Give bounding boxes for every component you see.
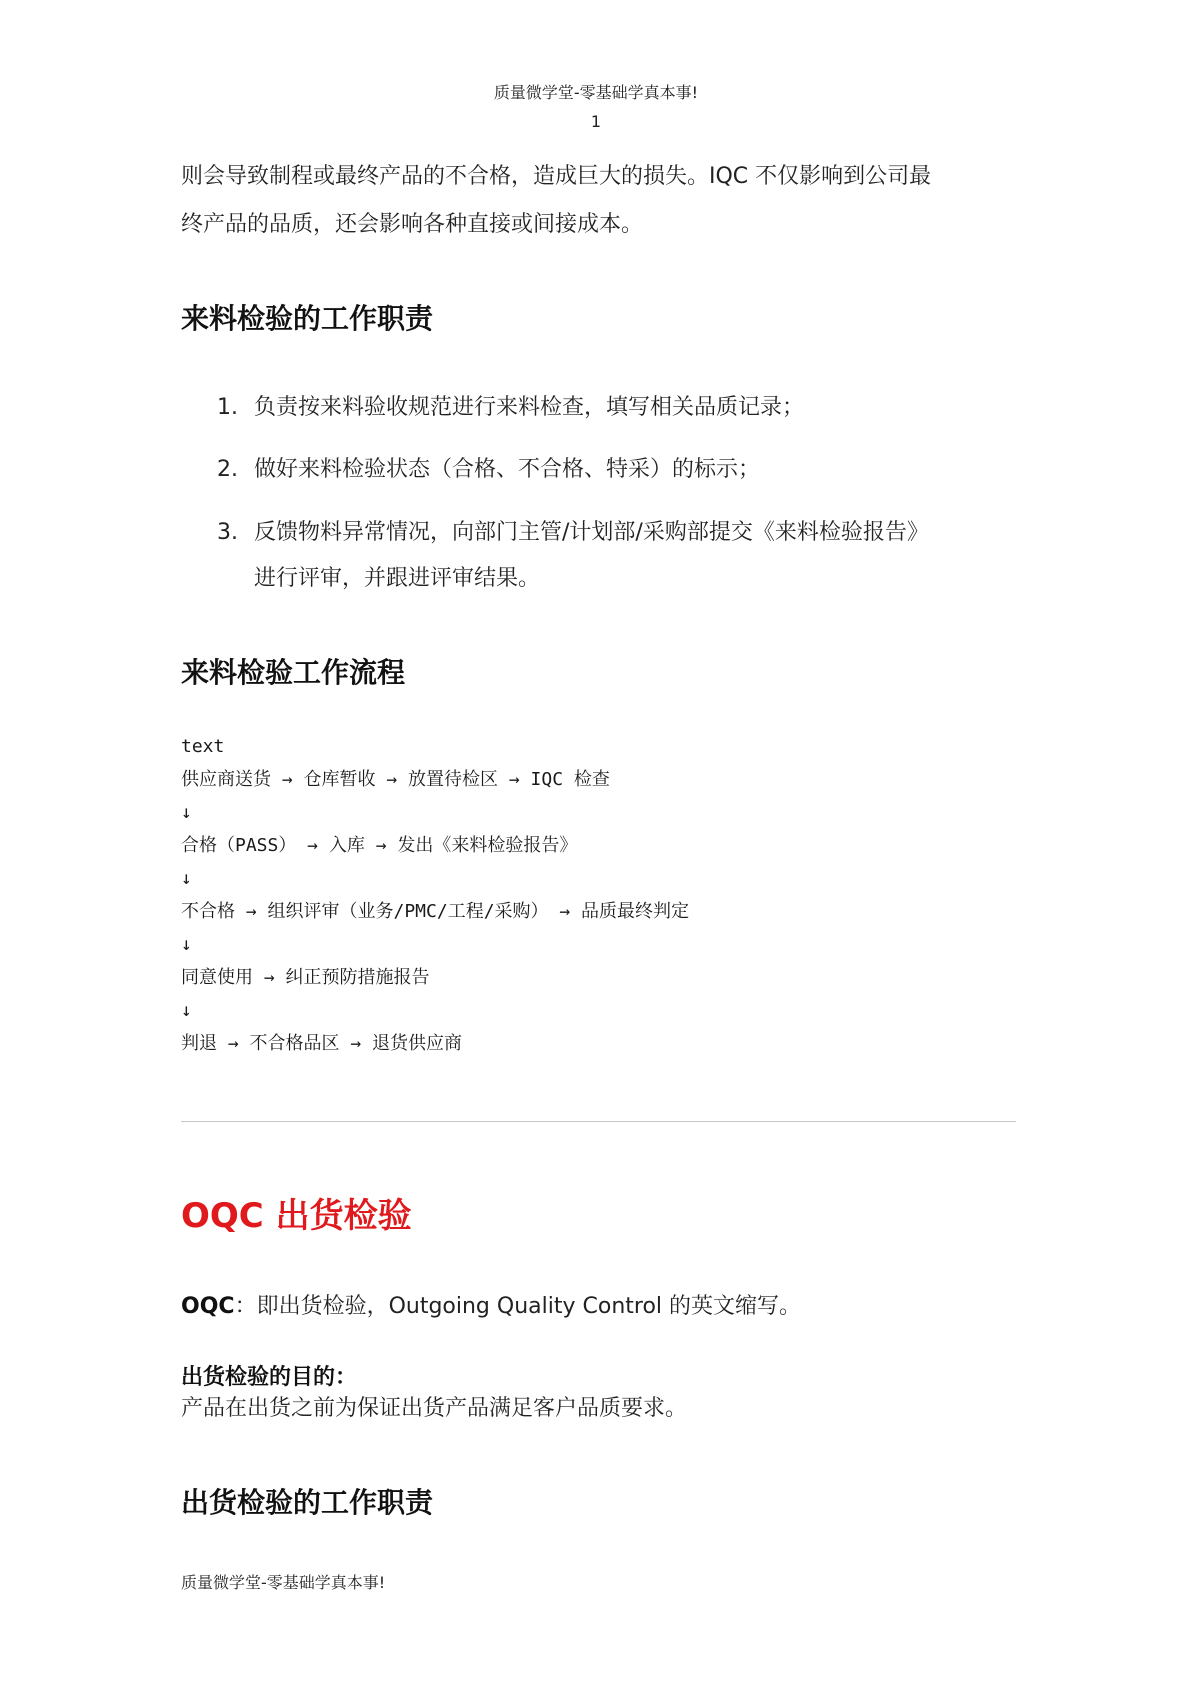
intro-line-1: 则会导致制程或最终产品的不合格，造成巨大的损失。IQC 不仅影响到公司最 xyxy=(181,164,932,189)
list-item-number: 2. xyxy=(217,457,238,482)
code-line: 供应商送货 → 仓库暂收 → 放置待检区 → IQC 检查 xyxy=(181,769,610,790)
oqc-purpose-label: 出货检验的目的： xyxy=(181,1365,358,1390)
list-item-text: 做好来料检验状态（合格、不合格、特采）的标示； xyxy=(254,457,761,482)
oqc-definition xyxy=(181,1294,801,1320)
code-line: ↓ xyxy=(181,1000,192,1021)
page-footer: 质量微学堂-零基础学真本事! xyxy=(181,1573,386,1592)
code-line: 不合格 → 组织评审（业务/PMC/工程/采购） → 品质最终判定 xyxy=(181,901,690,922)
code-line: text xyxy=(181,736,225,757)
iqc-duties-heading: 来料检验的工作职责 xyxy=(181,302,434,335)
code-line: 同意使用 → 纠正预防措施报告 xyxy=(181,967,430,988)
oqc-section-title: OQC 出货检验 xyxy=(181,1196,412,1236)
list-item-text: 反馈物料异常情况，向部门主管/计划部/采购部提交《来料检验报告》 xyxy=(254,520,929,545)
code-line: 合格（PASS） → 入库 → 发出《来料检验报告》 xyxy=(181,835,578,856)
page-header-title: 质量微学堂-零基础学真本事! xyxy=(493,83,699,102)
code-line: ↓ xyxy=(181,934,192,955)
oqc-definition-term: OQC xyxy=(181,1294,235,1319)
section-divider xyxy=(181,1121,1016,1122)
code-line: ↓ xyxy=(181,868,192,889)
list-item-number: 3. xyxy=(217,520,238,545)
code-line: 判退 → 不合格品区 → 退货供应商 xyxy=(181,1033,463,1054)
oqc-definition-text: ：即出货检验，Outgoing Quality Control 的英文缩写。 xyxy=(234,1294,802,1319)
list-item-text-continued: 进行评审，并跟进评审结果。 xyxy=(254,566,541,591)
oqc-duties-heading: 出货检验的工作职责 xyxy=(181,1486,434,1519)
code-line: ↓ xyxy=(181,802,192,823)
intro-line-2: 终产品的品质，还会影响各种直接或间接成本。 xyxy=(181,212,644,237)
list-item-text: 负责按来料验收规范进行来料检查，填写相关品质记录； xyxy=(254,395,805,420)
iqc-flow-heading: 来料检验工作流程 xyxy=(181,656,406,689)
page-number: 1 xyxy=(590,112,602,131)
list-item-number: 1. xyxy=(217,395,238,420)
oqc-purpose-text: 产品在出货之前为保证出货产品满足客户品质要求。 xyxy=(181,1396,688,1421)
